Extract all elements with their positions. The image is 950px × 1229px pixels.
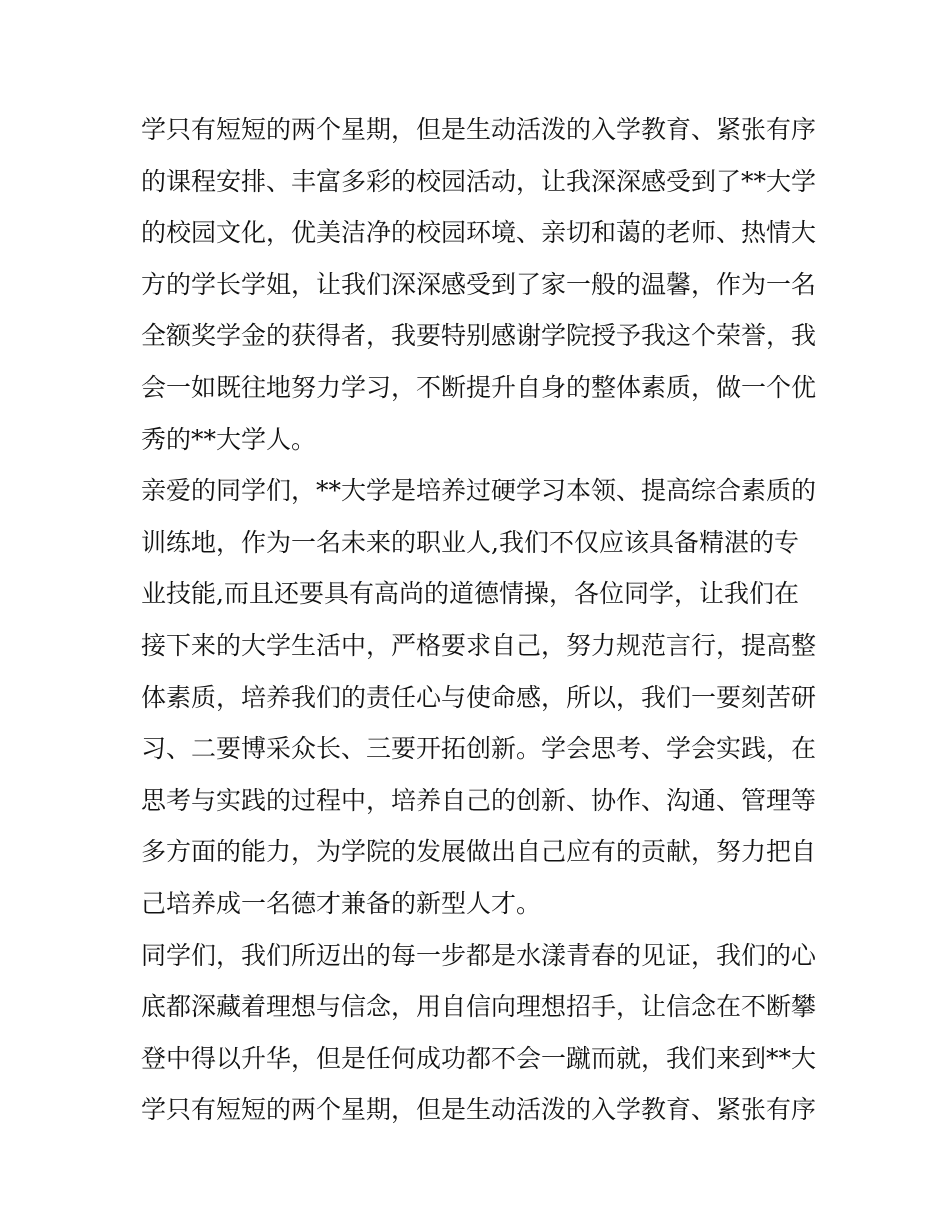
text-line: 体素质，培养我们的责任心与使命感，所以，我们一要刻苦研 [141,682,817,712]
text-line: 的课程安排、丰富多彩的校园活动，让我深深感受到了**大学 [141,166,817,196]
text-line: 接下来的大学生活中，严格要求自己，努力规范言行，提高整 [141,630,817,660]
text-line: 的校园文化，优美洁净的校园环境、亲切和蔼的老师、热情大 [141,218,817,248]
text-line: 多方面的能力，为学院的发展做出自己应有的贡献，努力把自 [141,837,817,867]
text-line: 思考与实践的过程中，培养自己的创新、协作、沟通、管理等 [141,785,817,815]
text-line: 习、二要博采众长、三要开拓创新。学会思考、学会实践，在 [141,734,817,764]
text-line: 底都深藏着理想与信念，用自信向理想招手，让信念在不断攀 [141,992,817,1022]
text-line: 亲爱的同学们，**大学是培养过硬学习本领、提高综合素质的 [141,476,817,506]
text-line: 方的学长学姐，让我们深深感受到了家一般的温馨，作为一名 [141,269,817,299]
text-line: 秀的**大学人。 [141,424,317,454]
text-line: 业技能,而且还要具有高尚的道德情操，各位同学，让我们在 [141,579,799,609]
text-line: 登中得以升华，但是任何成功都不会一蹴而就，我们来到**大 [141,1043,817,1073]
text-line: 会一如既往地努力学习，不断提升自身的整体素质，做一个优 [141,372,817,402]
text-line: 全额奖学金的获得者，我要特别感谢学院授予我这个荣誉，我 [141,321,817,351]
text-line: 同学们，我们所迈出的每一步都是水漾青春的见证，我们的心 [141,940,817,970]
text-line: 己培养成一名德才兼备的新型人才。 [141,888,542,918]
document-body [141,104,821,1136]
text-line: 学只有短短的两个星期，但是生动活泼的入学教育、紧张有序 [141,115,817,144]
text-line: 学只有短短的两个星期，但是生动活泼的入学教育、紧张有序 [141,1095,817,1125]
text-line: 训练地，作为一名未来的职业人,我们不仅应该具备精湛的专 [141,527,799,557]
